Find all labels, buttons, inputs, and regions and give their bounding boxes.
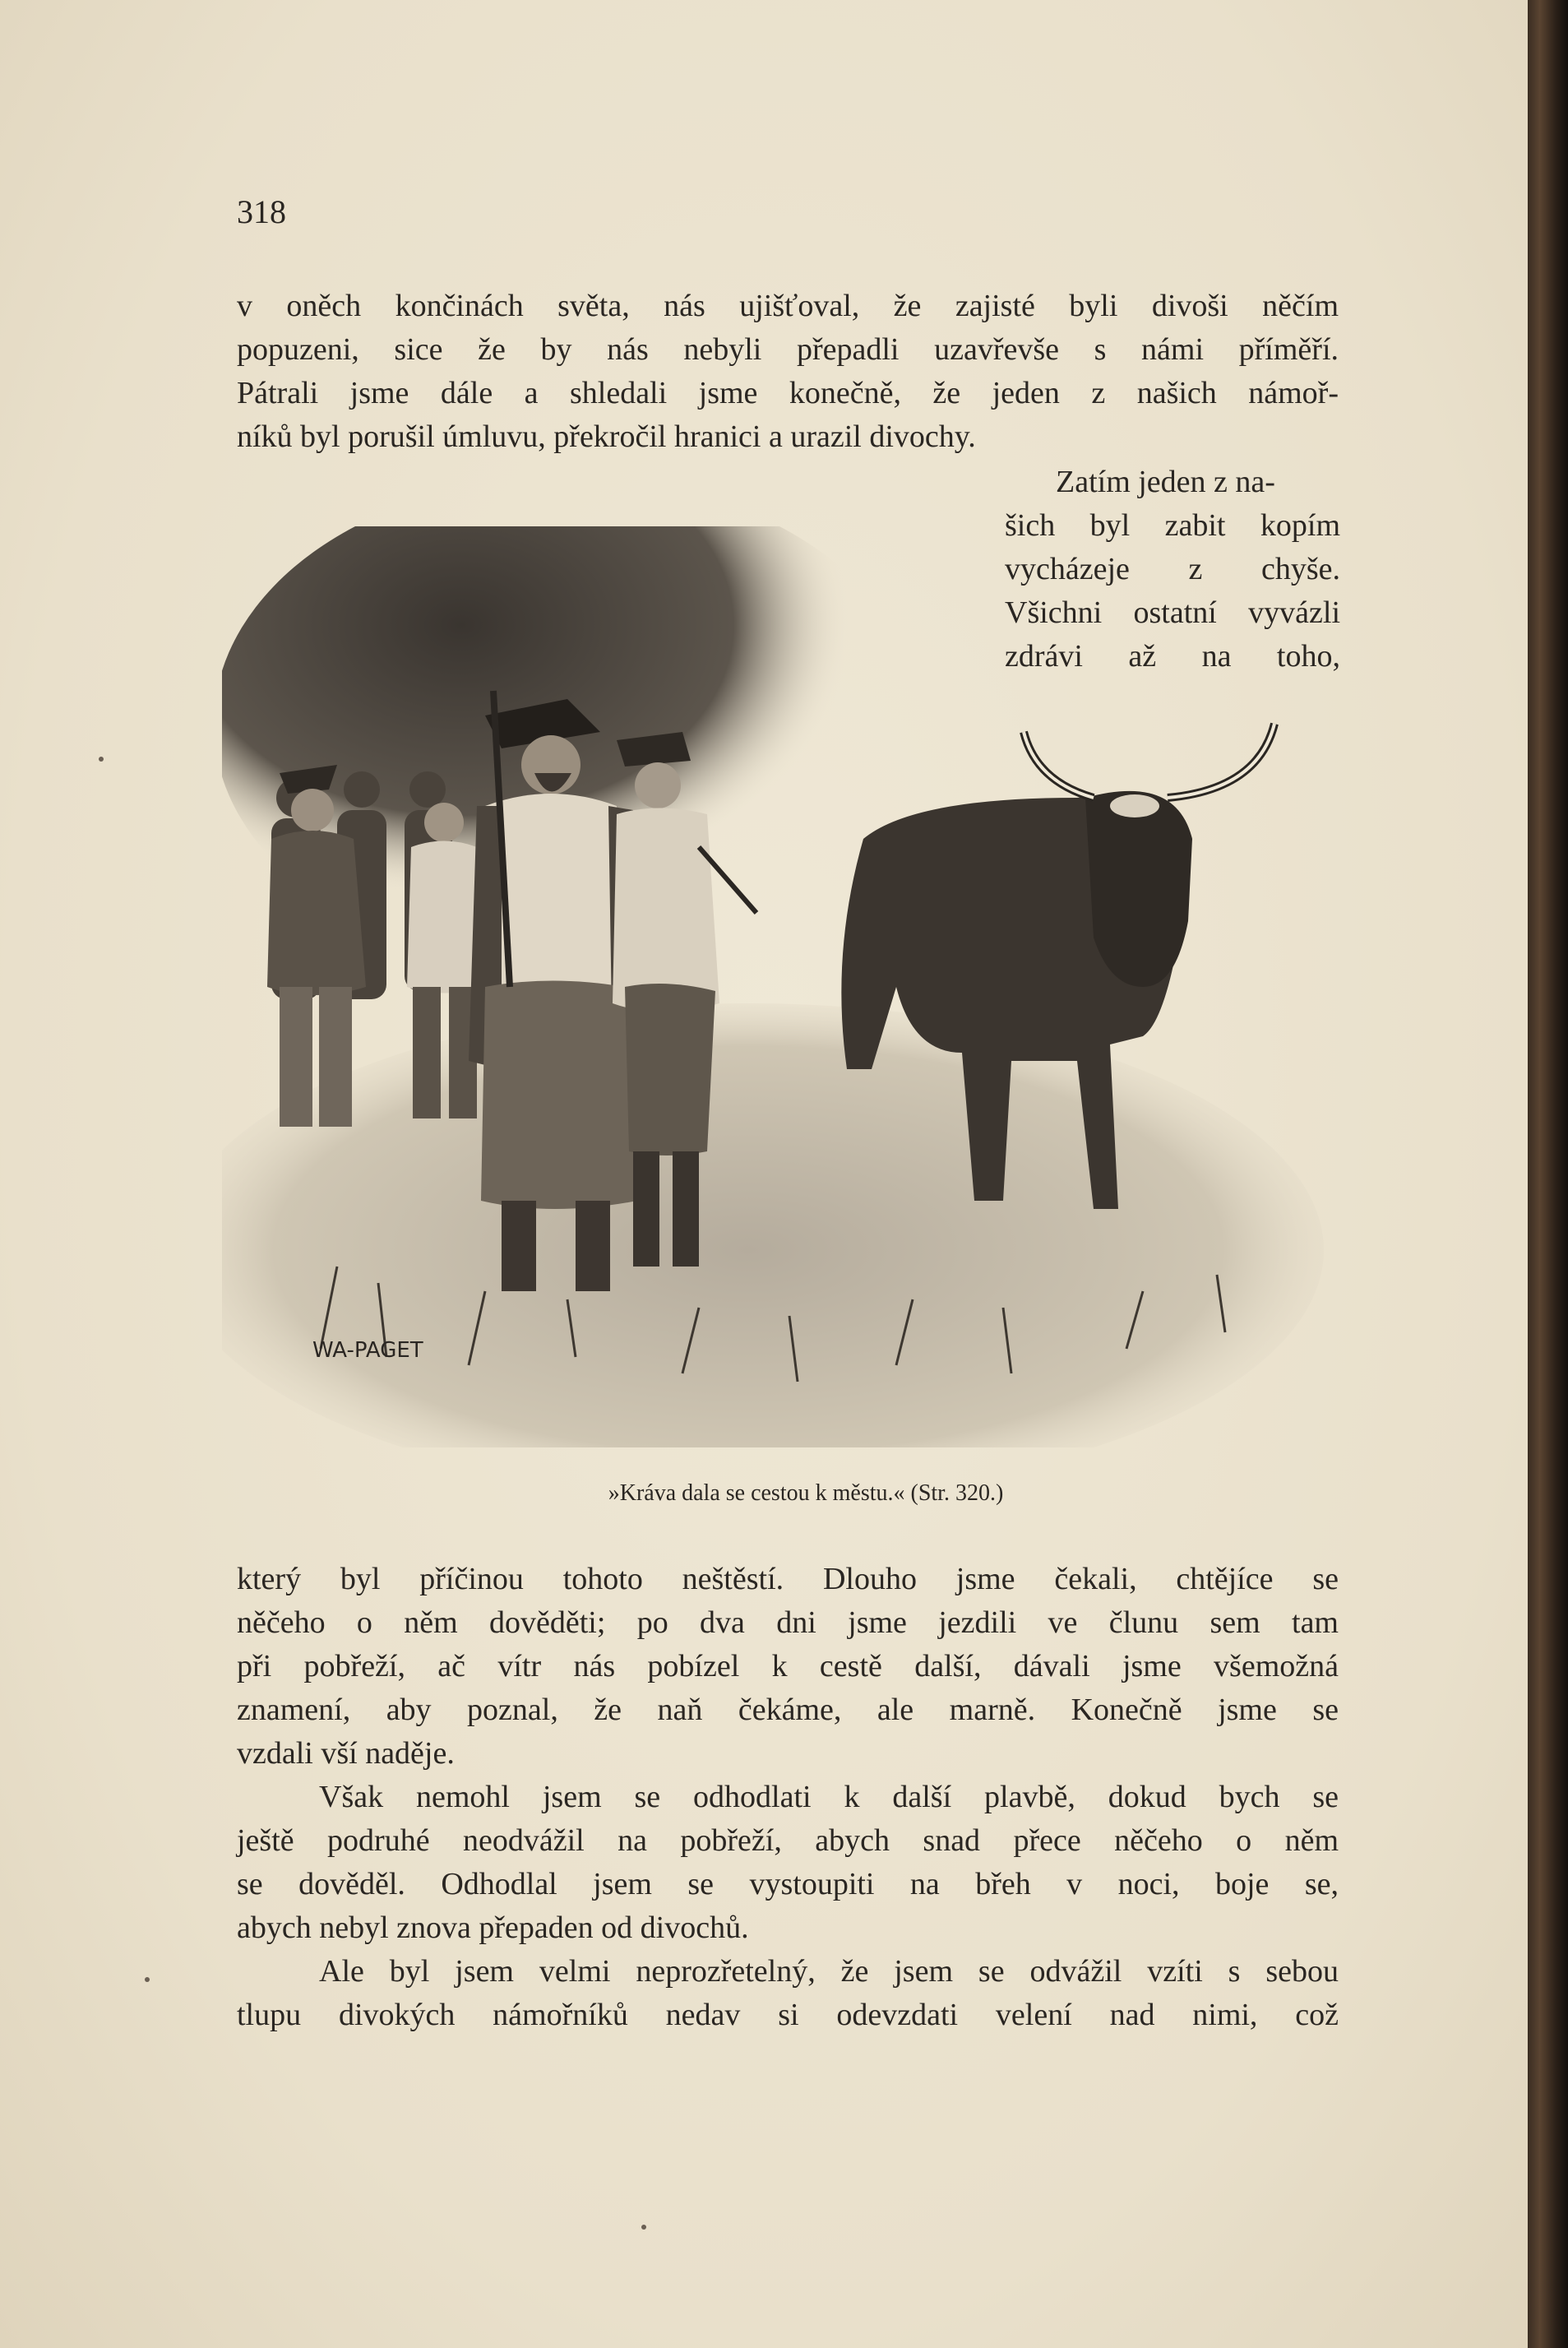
text-line: tlupu divokých námořníků nedav si odevzdati velení nad nimi, což <box>237 1998 1339 2032</box>
text-line: Však nemohl jsem se odhodlati k další plavbě, dokud bych se <box>319 1780 1339 1814</box>
text-line: který byl příčinou tohoto neštěstí. Dlouho jsme čekali, chtějíce se <box>237 1562 1339 1596</box>
paper-speck <box>99 757 104 762</box>
paragraph-top <box>237 285 1339 459</box>
grass-ground <box>222 1003 1324 1447</box>
page-number: 318 <box>237 193 286 230</box>
text-line: při pobřeží, ač vítr nás pobízel k cestě další, dávali jsme všemožná <box>237 1649 1339 1683</box>
text-line: Zatím jeden z na- <box>1056 465 1275 499</box>
text-line: Pátrali jsme dále a shledali jsme konečně, že jeden z našich námoř- <box>237 376 1339 410</box>
engraving-illustration <box>222 526 1373 1447</box>
text-line: níků byl porušil úmluvu, překročil hranici a urazil divochy. <box>237 419 976 454</box>
text-line: v oněch končinách světa, nás ujišťoval, že zajisté byli divoši něčím <box>237 289 1339 323</box>
text-line: popuzeni, sice že by nás nebyli přepadli uzavřevše s námi příměří. <box>237 332 1339 367</box>
text-line: Ale byl jsem velmi neprozřetelný, že jsem se odvážil vzíti s sebou <box>319 1954 1339 1989</box>
text-line: šich byl zabit kopím <box>1005 508 1340 543</box>
book-spine-edge <box>1528 0 1568 2348</box>
illustration-caption: »Kráva dala se cestou k městu.« (Str. 320.) <box>608 1480 1004 1506</box>
artist-signature: WA-PAGET <box>312 1338 423 1363</box>
text-line: vycházeje z chyše. <box>1005 552 1340 586</box>
text-line: abych nebyl znova přepaden od divochů. <box>237 1910 749 1945</box>
text-line: zdrávi až na toho, <box>1005 639 1340 674</box>
text-line: Všichni ostatní vyvázli <box>1005 595 1340 630</box>
text-line: vzdali vší naděje. <box>237 1736 455 1771</box>
text-line: znamení, aby poznal, že naň čekáme, ale marně. Konečně jsme se <box>237 1693 1339 1727</box>
text-line: se dověděl. Odhodlal jsem se vystoupiti na břeh v noci, boje se, <box>237 1867 1339 1901</box>
paper-speck <box>641 2225 646 2230</box>
text-line: ještě podruhé neodvážil na pobřeží, abych snad přece něčeho o něm <box>237 1823 1339 1858</box>
paper-speck <box>145 1977 150 1982</box>
paragraph-bottom <box>237 1558 1339 2037</box>
text-line: něčeho o něm dověděti; po dva dni jsme jezdili ve člunu sem tam <box>237 1605 1339 1640</box>
